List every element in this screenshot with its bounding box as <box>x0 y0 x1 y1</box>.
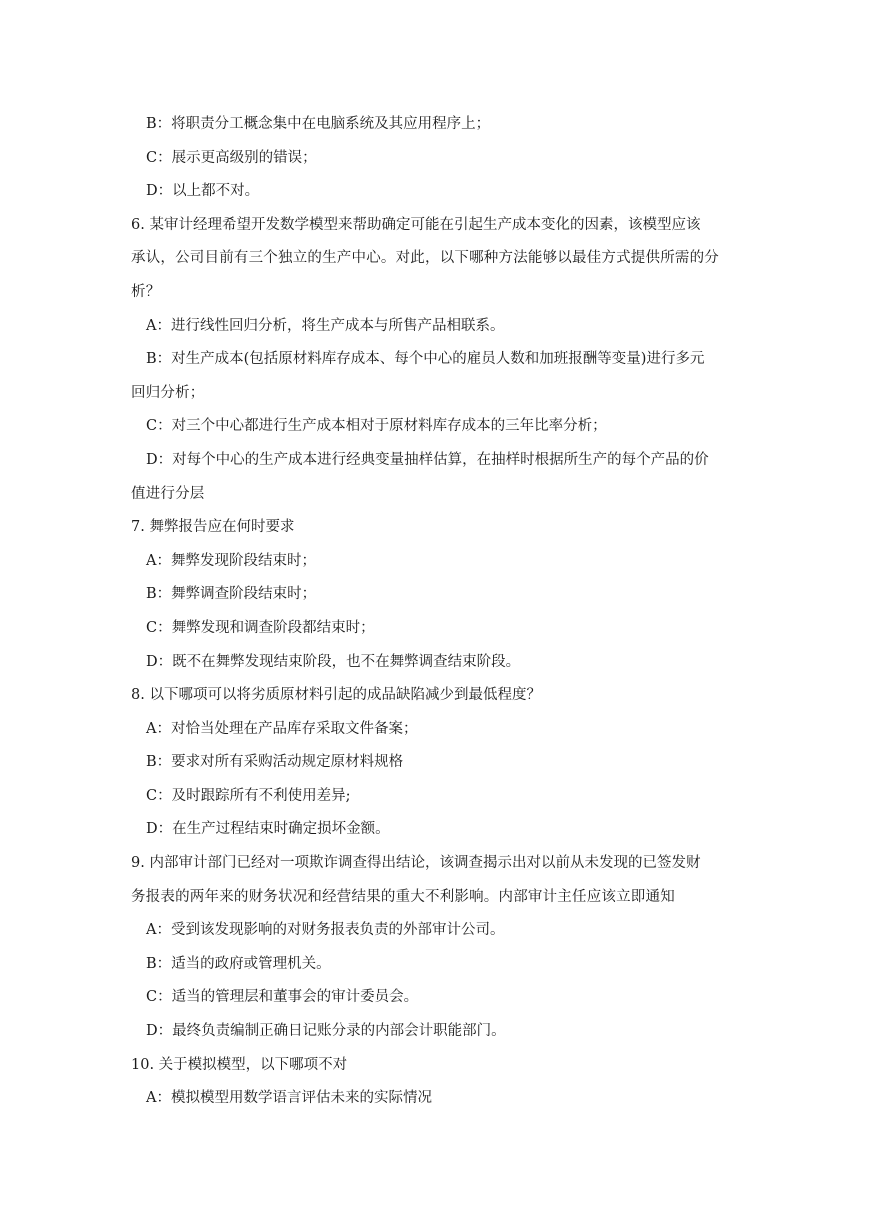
option-continuation: 值进行分层 <box>131 485 205 502</box>
option-line: A：舞弊发现阶段结束时； <box>146 552 316 569</box>
question-continuation: 析？ <box>131 283 161 300</box>
option-line: C：对三个中心都进行生产成本相对于原材料库存成本的三年比率分析； <box>146 418 607 435</box>
option-continuation: 回归分析； <box>131 384 205 401</box>
option-line: B：适当的政府或管理机关。 <box>146 955 331 972</box>
option-line: B：将职责分工概念集中在电脑系统及其应用程序上； <box>146 116 491 132</box>
option-line: A：模拟模型用数学语言评估未来的实际情况 <box>146 1090 432 1107</box>
option-line: A：受到该发现影响的对财务报表负责的外部审计公司。 <box>146 922 505 939</box>
option-line: C：展示更高级别的错误； <box>146 149 317 166</box>
option-line: A：进行线性回归分析，将生产成本与所售产品相联系。 <box>146 317 505 334</box>
document-body <box>131 108 781 1116</box>
option-line: B：对生产成本(包括原材料库存成本、每个中心的雇员人数和加班报酬等变量)进行多元 <box>146 351 705 368</box>
option-line: D：在生产过程结束时确定损坏金额。 <box>146 821 390 838</box>
option-line: D：以上都不对。 <box>146 183 260 200</box>
option-line: D：既不在舞弊发现结束阶段，也不在舞弊调查结束阶段。 <box>146 653 521 670</box>
question-line: 10. 关于模拟模型，以下哪项不对 <box>131 1056 348 1073</box>
option-line: C：适当的管理层和董事会的审计委员会。 <box>146 989 419 1006</box>
option-line: D：对每个中心的生产成本进行经典变量抽样估算，在抽样时根据所生产的每个产品的价 <box>146 451 709 468</box>
question-line: 9. 内部审计部门已经对一项欺诈调查得出结论，该调查揭示出对以前从未发现的已签发财 <box>131 855 701 872</box>
option-line: C：及时跟踪所有不利使用差异; <box>146 787 351 804</box>
question-continuation: 务报表的两年来的财务状况和经营结果的重大不利影响。内部审计主任应该立即通知 <box>131 888 675 905</box>
option-line: C：舞弊发现和调查阶段都结束时； <box>146 619 375 636</box>
option-line: B：舞弊调查阶段结束时； <box>146 586 317 603</box>
option-line: B：要求对所有采购活动规定原材料规格 <box>146 754 404 771</box>
question-line: 8. 以下哪项可以将劣质原材料引起的成品缺陷减少到最低程度？ <box>131 687 541 704</box>
question-continuation: 承认，公司目前有三个独立的生产中心。对此，以下哪种方法能够以最佳方式提供所需的分 <box>131 250 719 267</box>
question-line: 6. 某审计经理希望开发数学模型来帮助确定可能在引起生产成本变化的因素，该模型应该 <box>131 216 701 233</box>
question-line: 7. 舞弊报告应在何时要求 <box>131 519 295 536</box>
option-line: A：对恰当处理在产品库存采取文件备案； <box>146 720 418 737</box>
option-line: D：最终负责编制正确日记账分录的内部会计职能部门。 <box>146 1023 506 1040</box>
